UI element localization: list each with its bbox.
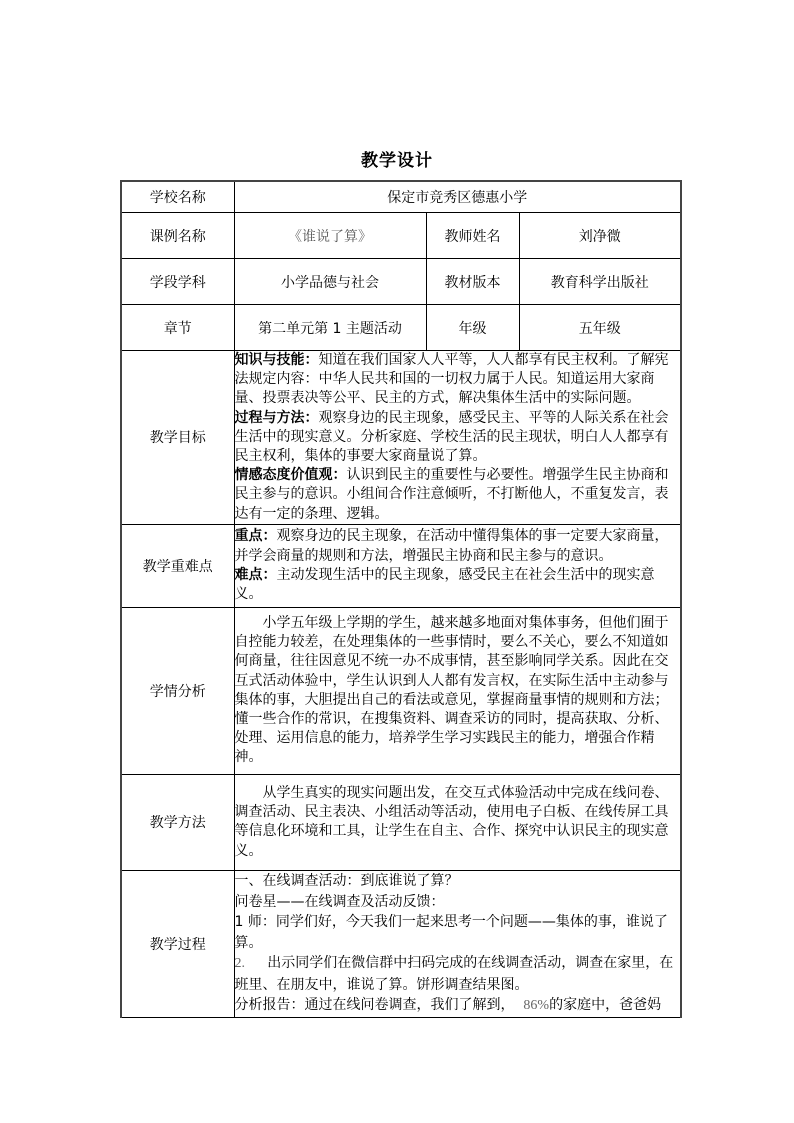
method-text: 从学生真实的现实问题出发，在交互式体验活动中完成在线问卷、调查活动、民主表决、小组活动等活动，使用电子白板、在线传屏工具等信息化环境和工具，让学生在自主、合作、探究中认识民主的现实意义。	[234, 784, 669, 859]
school-value: 保定市竞秀区德惠小学	[234, 181, 681, 213]
goal-emotion-text: 认识到民主的重要性与必要性。增强学生民主协商和民主参与的意识。小组间合作注意倾听，不打断他人，不重复发言，表达有一定的条理、逻辑。	[234, 467, 669, 522]
document-title: 教学设计	[361, 151, 433, 171]
goals-content	[234, 351, 681, 525]
key-points-content	[234, 524, 681, 607]
edition-value: 教育科学出版社	[519, 259, 681, 305]
lesson-design-table	[120, 180, 682, 1018]
grade-value: 五年级	[519, 305, 681, 351]
row-key-points	[121, 524, 681, 607]
difficult-point-text: 主动发现生活中的民主现象，感受民主在社会生活中的现实意义。	[234, 566, 655, 603]
goals-label: 教学目标	[121, 351, 234, 525]
edition-label: 教材版本	[426, 259, 519, 305]
lesson-value: 《谁说了算》	[234, 213, 426, 259]
teacher-value: 刘净微	[519, 213, 681, 259]
goal-process	[235, 409, 681, 467]
grade-label: 年级	[426, 305, 519, 351]
row-analysis	[121, 607, 681, 774]
process-line-4	[235, 953, 681, 995]
subject-label: 学段学科	[121, 259, 234, 305]
key-point-head: 重点：	[234, 528, 277, 545]
process-line-1: 一、在线调查活动：到底谁说了算？	[234, 873, 459, 890]
row-process	[121, 870, 681, 1017]
analysis-text: 小学五年级上学期的学生，越来越多地面对集体事务，但他们囿于自控能力较差，在处理集体的一些事情时，要么不关心，要么不知道如何商量，往往因意见不统一办不成事情，甚至影响同学关系。因此在交互式活动体验中，学生认识到人人都有发言权，在实际生活中主动参与集体的事，大胆提出自己的看法或意见，掌握商量事情的规则和方法；懂一些合作的常识，在搜集资料、调查采访的同时，提高获取、分析、处理、运用信息的能力，培养学生学习实践民主的能力，增强合作精神。	[234, 615, 669, 766]
key-point	[235, 527, 681, 565]
row-method	[121, 774, 681, 870]
process-report-percent: 86%	[523, 998, 550, 1014]
process-step-text: 出示同学们在微信群中扫码完成的在线调查活动，调查在家里，在班里、在朋友中，谁说了算。饼形调查结果图。	[234, 955, 674, 993]
subject-value: 小学品德与社会	[234, 259, 426, 305]
chapter-label: 章节	[121, 305, 234, 351]
goal-process-text: 观察身边的民主现象，感受民主、平等的人际关系在社会生活中的现实意义。分析家庭、学校生活的民主现状，明白人人都享有民主权利，集体的事要大家商量说了算。	[234, 409, 669, 465]
key-point-text: 观察身边的民主现象，在活动中懂得集体的事一定要大家商量，并学会商量的规则和方法，增强民主协商和民主参与的意识。	[234, 528, 669, 564]
process-content	[234, 870, 681, 1017]
process-step-number: 2.	[234, 956, 245, 972]
process-line-3: 1 师：同学们好，今天我们一起来思考一个问题——集体的事，谁说了算。	[234, 914, 668, 951]
goal-knowledge-head: 知识与技能：	[234, 352, 319, 368]
process-report-pre: 分析报告：通过在线问卷调查，我们了解到，	[234, 997, 515, 1014]
goal-emotion	[235, 466, 681, 524]
analysis-content	[234, 607, 681, 774]
method-content	[234, 774, 681, 870]
goal-process-head: 过程与方法：	[234, 409, 319, 426]
process-report-post: 的家庭中，爸爸妈	[549, 997, 662, 1014]
goal-knowledge-text: 知道在我们国家人人平等，人人都享有民主权利。了解宪法规定内容：中华人民共和国的一切权力属于人民。知道运用大家商量、投票表决等公平、民主的方式，解决集体生活中的实际问题。	[234, 352, 669, 407]
chapter-value: 第二单元第 1 主题活动	[234, 305, 426, 351]
difficult-point	[235, 566, 681, 604]
difficult-point-head: 难点：	[234, 566, 277, 583]
row-chapter	[121, 305, 681, 351]
process-line-2: 问卷星——在线调查及活动反馈：	[234, 893, 445, 910]
goal-knowledge	[235, 351, 681, 409]
goal-emotion-head: 情感态度价值观：	[234, 467, 347, 484]
row-subject	[121, 259, 681, 305]
lesson-label: 课例名称	[121, 213, 234, 259]
key-points-label: 教学重难点	[121, 524, 234, 607]
school-label: 学校名称	[121, 181, 234, 213]
analysis-label: 学情分析	[121, 607, 234, 774]
method-label: 教学方法	[121, 774, 234, 870]
row-lesson	[121, 213, 681, 259]
row-school	[121, 181, 681, 213]
process-label: 教学过程	[121, 870, 234, 1017]
teacher-label: 教师姓名	[426, 213, 519, 259]
process-line-5	[235, 995, 681, 1017]
row-goals	[121, 351, 681, 525]
